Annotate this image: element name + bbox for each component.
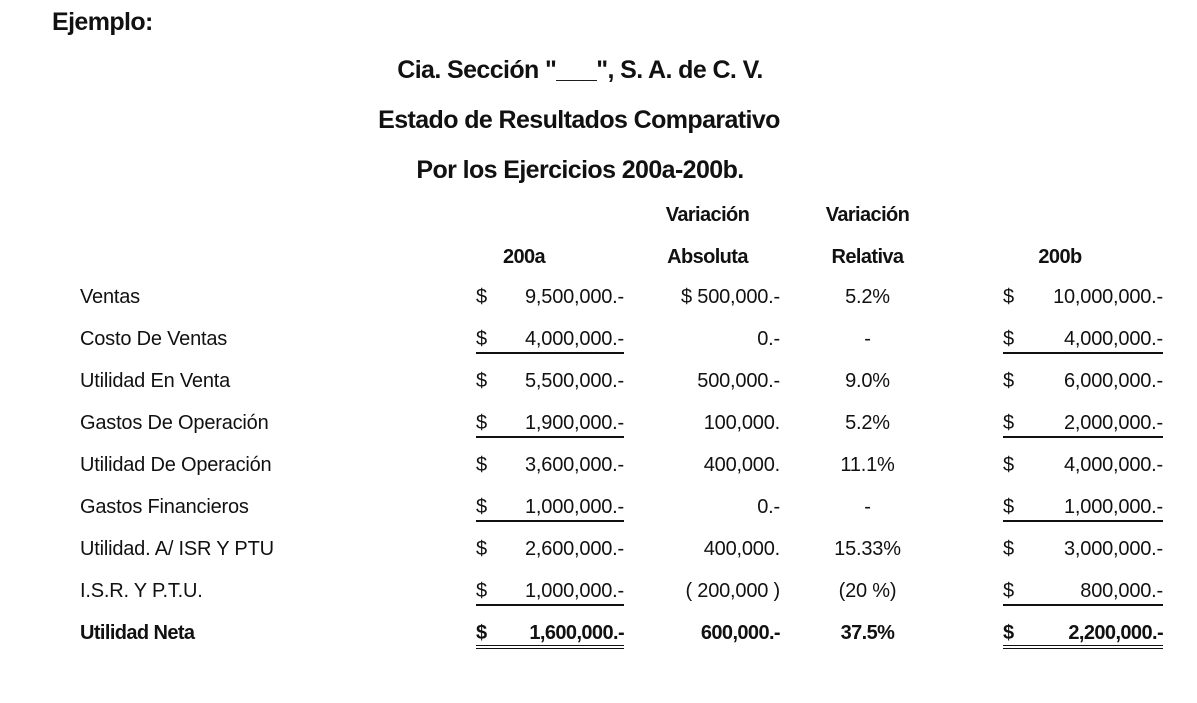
- value-200a: [476, 538, 624, 561]
- amount-200b: 2,000,000.-: [1064, 412, 1163, 434]
- relative-variation: 5.2%: [845, 286, 890, 308]
- statement-title: Estado de Resultados Comparativo: [378, 106, 780, 134]
- amount-200b: 6,000,000.-: [1064, 370, 1163, 392]
- absolute-variation: 100,000.: [703, 412, 780, 434]
- value-200b: [1003, 622, 1163, 649]
- amount-200b: 10,000,000.-: [1053, 286, 1163, 308]
- row-label: Utilidad. A/ ISR Y PTU: [80, 538, 274, 560]
- currency-sign: $: [1003, 538, 1014, 560]
- value-200a: [476, 328, 624, 354]
- currency-sign: $: [476, 622, 487, 644]
- currency-sign: $: [1003, 496, 1014, 518]
- column-header-absolute-top: Variación: [665, 204, 750, 226]
- currency-sign: $: [1003, 580, 1014, 602]
- relative-variation: -: [864, 496, 871, 518]
- amount-200a: 2,600,000.-: [525, 538, 624, 560]
- amount-200b: 1,000,000.-: [1064, 496, 1163, 518]
- column-header-absolute-bottom: Absoluta: [667, 246, 748, 268]
- currency-sign: $: [476, 454, 487, 476]
- amount-200a: 1,600,000.-: [529, 622, 624, 644]
- value-200a: [476, 286, 624, 309]
- amount-200a: 1,000,000.-: [525, 580, 624, 602]
- relative-variation: -: [864, 328, 871, 350]
- row-label: Utilidad De Operación: [80, 454, 272, 476]
- value-200b: [1003, 538, 1163, 561]
- currency-sign: $: [476, 496, 487, 518]
- statement-period: Por los Ejercicios 200a-200b.: [416, 156, 744, 184]
- value-200a: [476, 496, 624, 522]
- amount-200a: 4,000,000.-: [525, 328, 624, 350]
- row-label: I.S.R. Y P.T.U.: [80, 580, 203, 602]
- value-200b: [1003, 370, 1163, 393]
- absolute-variation: 0.-: [757, 328, 780, 350]
- table-row: [0, 328, 1197, 368]
- table-row: [0, 496, 1197, 536]
- value-200b: [1003, 496, 1163, 522]
- column-header-200a: 200a: [502, 246, 546, 268]
- amount-200a: 1,000,000.-: [525, 496, 624, 518]
- value-200b: [1003, 286, 1163, 309]
- absolute-variation: 400,000.: [703, 454, 780, 476]
- amount-200a: 5,500,000.-: [525, 370, 624, 392]
- row-label: Costo De Ventas: [80, 328, 228, 350]
- table-row: [0, 286, 1197, 326]
- amount-200b: 4,000,000.-: [1064, 454, 1163, 476]
- amount-200a: 1,900,000.-: [525, 412, 624, 434]
- currency-sign: $: [1003, 454, 1014, 476]
- currency-sign: $: [1003, 286, 1014, 308]
- column-header-200b: 200b: [1038, 246, 1082, 268]
- absolute-variation: 500,000.-: [697, 370, 780, 392]
- table-row: [0, 454, 1197, 494]
- absolute-variation: 0.-: [757, 496, 780, 518]
- table-row: [0, 580, 1197, 620]
- column-header-relative-bottom: Relativa: [831, 246, 904, 268]
- row-label: Gastos De Operación: [80, 412, 269, 434]
- value-200a: [476, 622, 624, 649]
- value-200a: [476, 412, 624, 438]
- row-label: Utilidad Neta: [80, 622, 195, 644]
- relative-variation: 37.5%: [840, 622, 895, 644]
- relative-variation: 11.1%: [840, 454, 895, 476]
- absolute-variation: $ 500,000.-: [681, 286, 780, 308]
- amount-200a: 3,600,000.-: [525, 454, 624, 476]
- value-200b: [1003, 580, 1163, 606]
- relative-variation: 9.0%: [845, 370, 890, 392]
- column-header-relative-top: Variación: [825, 204, 910, 226]
- amount-200b: 4,000,000.-: [1064, 328, 1163, 350]
- absolute-variation: ( 200,000 ): [685, 580, 780, 602]
- value-200b: [1003, 412, 1163, 438]
- amount-200a: 9,500,000.-: [525, 286, 624, 308]
- currency-sign: $: [476, 370, 487, 392]
- example-label: Ejemplo:: [52, 8, 153, 36]
- currency-sign: $: [476, 580, 487, 602]
- row-label: Utilidad En Venta: [80, 370, 231, 392]
- value-200a: [476, 370, 624, 393]
- value-200b: [1003, 454, 1163, 477]
- amount-200b: 3,000,000.-: [1064, 538, 1163, 560]
- amount-200b: 2,200,000.-: [1068, 622, 1163, 644]
- value-200a: [476, 454, 624, 477]
- currency-sign: $: [1003, 622, 1014, 644]
- value-200a: [476, 580, 624, 606]
- row-label: Gastos Financieros: [80, 496, 249, 518]
- table-row: [0, 538, 1197, 578]
- table-row: [0, 370, 1197, 410]
- value-200b: [1003, 328, 1163, 354]
- absolute-variation: 600,000.-: [700, 622, 780, 644]
- row-label: Ventas: [80, 286, 140, 308]
- currency-sign: $: [1003, 370, 1014, 392]
- relative-variation: (20 %): [838, 580, 897, 602]
- currency-sign: $: [476, 286, 487, 308]
- relative-variation: 5.2%: [845, 412, 890, 434]
- relative-variation: 15.33%: [834, 538, 901, 560]
- absolute-variation: 400,000.: [703, 538, 780, 560]
- currency-sign: $: [476, 412, 487, 434]
- company-name: Cia. Sección "___", S. A. de C. V.: [397, 56, 763, 84]
- currency-sign: $: [476, 328, 487, 350]
- currency-sign: $: [1003, 328, 1014, 350]
- currency-sign: $: [1003, 412, 1014, 434]
- table-row: [0, 622, 1197, 662]
- amount-200b: 800,000.-: [1080, 580, 1163, 602]
- table-row: [0, 412, 1197, 452]
- currency-sign: $: [476, 538, 487, 560]
